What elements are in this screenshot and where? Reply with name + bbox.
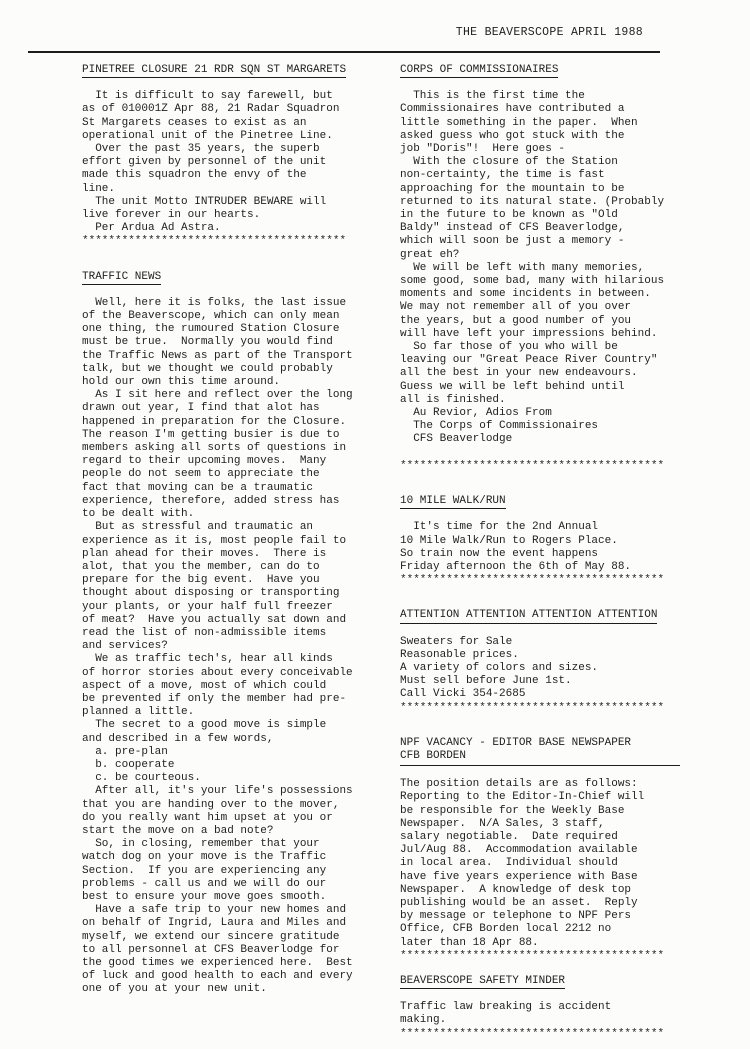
body-line: Friday afternoon the 6th of May 88. — [400, 560, 632, 573]
stars-divider: **************************************** — [400, 574, 665, 587]
section-heading-line — [400, 750, 680, 763]
body-line: operational unit of the Pinetree Line. — [82, 129, 333, 142]
body-line: little something in the paper. When — [400, 116, 638, 129]
body-line: Newspaper. N/A Sales, 3 staff, — [400, 817, 605, 830]
section-heading — [400, 609, 696, 623]
body-line: one thing, the rumoured Station Closure — [82, 323, 340, 336]
body-line: job "Doris"! Here goes - — [400, 143, 566, 156]
body-line: The secret to a good move is simple — [82, 719, 327, 732]
section-heading-line — [400, 737, 680, 750]
body-line: So far those of you who will be — [400, 341, 618, 354]
body-line: Sweaters for Sale — [400, 635, 513, 648]
body-line: prepare for the big event. Have you — [82, 574, 320, 587]
body-line: do you really want him upset at you or — [82, 811, 333, 824]
body-line: myself, we extend our sincere gratitude — [82, 930, 340, 943]
body-line: effort given by personnel of the unit — [82, 156, 327, 169]
body-line: approaching for the mountain to be — [400, 182, 625, 195]
body-line: Per Ardua Ad Astra. — [82, 222, 221, 235]
body-line: salary negotiable. Date required — [400, 830, 618, 843]
section-heading — [400, 737, 680, 766]
body-line: Reasonable prices. — [400, 648, 519, 661]
body-line: asked guess who got stuck with the — [400, 129, 625, 142]
body-line: regard to their upcoming moves. Many — [82, 455, 327, 468]
body-line: It's time for the 2nd Annual — [400, 521, 599, 534]
body-line: b. cooperate — [82, 758, 175, 771]
body-line: best to ensure your move goes smooth. — [82, 890, 327, 903]
body-line: by message or telephone to NPF Pers — [400, 910, 632, 923]
section-heading — [400, 495, 696, 509]
body-line: As I sit here and reflect over the long — [82, 389, 353, 402]
header-rule — [28, 51, 660, 53]
body-line: This is the first time the — [400, 90, 585, 103]
body-line: to all personnel at CFS Beaverlodge for — [82, 943, 340, 956]
section-heading — [82, 271, 378, 285]
body-line: all is finished. — [400, 393, 506, 406]
body-line: of the Beaverscope, which can only mean — [82, 310, 340, 323]
body-line: must be true. Normally you would find — [82, 336, 333, 349]
section-body — [82, 297, 378, 997]
body-line: publishing would be an asset. Reply — [400, 896, 638, 909]
body-line: Well, here it is folks, the last issue — [82, 296, 347, 309]
body-line: 10 Mile Walk/Run to Rogers Place. — [400, 534, 618, 547]
body-line: drawn out year, I find that alot has — [82, 402, 320, 415]
section-heading-line — [400, 64, 696, 78]
body-line: that you are handing over to the mover, — [82, 798, 340, 811]
section-body — [400, 778, 696, 950]
section-heading-text: CORPS OF COMMISSIONAIRES — [400, 64, 558, 78]
body-line: The Corps of Commissionaires — [400, 420, 599, 433]
body-line: watch dog on your move is the Traffic — [82, 851, 327, 864]
body-line: the good times we experienced here. Best — [82, 957, 353, 969]
body-line: be responsible for the Weekly Base — [400, 804, 625, 817]
body-line: The position details are as follows: — [400, 778, 638, 791]
body-line: St Margarets ceases to exist as an — [82, 116, 307, 129]
section-heading-text: BEAVERSCOPE SAFETY MINDER — [400, 975, 565, 989]
body-line: will have left your impressions behind. — [400, 327, 658, 340]
body-line: happened in preparation for the Closure. — [82, 415, 347, 428]
body-line: of luck and good health to each and every — [82, 970, 353, 983]
body-line: Au Revior, Adios From — [400, 407, 552, 420]
body-line: one of you at your new unit. — [82, 983, 267, 996]
body-line: But as stressful and traumatic an — [82, 521, 314, 534]
section-heading-line — [400, 609, 696, 623]
body-line: CFS Beaverlodge — [400, 433, 513, 446]
body-line: hold our own this time around. — [82, 376, 281, 389]
body-line: So train now the event happens — [400, 547, 599, 560]
body-line: read the list of non-admissible items — [82, 626, 327, 639]
body-line: in the future to be known as "Old — [400, 209, 618, 222]
body-line: line. — [82, 182, 116, 195]
body-line: made this squadron the envy of the — [82, 169, 307, 182]
section-heading-text: 10 MILE WALK/RUN — [400, 495, 506, 509]
body-line: returned to its natural state. (Probably — [400, 195, 665, 208]
stars-divider: **************************************** — [400, 701, 665, 714]
body-line: Newspaper. A knowledge of desk top — [400, 883, 632, 896]
body-line: c. be courteous. — [82, 772, 201, 785]
body-line: With the closure of the Station — [400, 156, 618, 169]
body-line: and services? — [82, 640, 168, 653]
section-heading-text: TRAFFIC NEWS — [82, 271, 161, 285]
body-line: alot, that you the member, can do to — [82, 560, 320, 573]
body-line: making. — [400, 1014, 447, 1027]
section-body — [400, 90, 696, 460]
stars-divider: **************************************** — [400, 459, 665, 472]
body-line: talk, but we thought we could probably — [82, 362, 333, 375]
section-body — [82, 90, 378, 235]
section-heading-text: CFB BORDEN — [400, 749, 467, 762]
body-line: a. pre-plan — [82, 745, 168, 758]
body-line: plan ahead for their moves. There is — [82, 547, 327, 560]
body-line: as of 010001Z Apr 88, 21 Radar Squadron — [82, 103, 340, 116]
body-line: start the move on a bad note? — [82, 824, 274, 837]
page-title: THE BEAVERSCOPE APRIL 1988 — [455, 26, 643, 39]
body-line: of horror stories about every conceivable — [82, 666, 353, 679]
body-line: problems - call us and we will do our — [82, 877, 327, 890]
body-line: We may not remember all of you over — [400, 301, 632, 314]
body-line: great eh? — [400, 248, 460, 261]
body-line: Office, CFB Borden local 2212 no — [400, 923, 612, 936]
body-line: We as traffic tech's, hear all kinds — [82, 653, 333, 666]
stars-divider: **************************************** — [82, 235, 347, 248]
body-line: Jul/Aug 88. Accommodation available — [400, 844, 638, 857]
newsletter-column-left — [82, 64, 378, 997]
section-heading-text: PINETREE CLOSURE 21 RDR SQN ST MARGARETS — [82, 64, 346, 78]
body-line: in local area. Individual should — [400, 857, 618, 870]
body-line: moments and some incidents in between. — [400, 288, 651, 301]
body-line: the years, but a good number of you — [400, 314, 632, 327]
body-line: of meat? Have you actually sat down and — [82, 613, 347, 626]
body-line: be prevented if only the member had pre- — [82, 692, 347, 705]
body-line: Baldy" instead of CFS Beaverlodge, — [400, 222, 625, 235]
body-line: Section. If you are experiencing any — [82, 864, 327, 877]
stars-divider: **************************************** — [400, 949, 665, 962]
body-line: experience as it is, most people fail to — [82, 534, 347, 547]
section-heading-line — [400, 495, 696, 509]
section-heading-line — [400, 975, 696, 989]
body-line: The unit Motto INTRUDER BEWARE will — [82, 195, 327, 208]
section-heading-text: NPF VACANCY - EDITOR BASE NEWSPAPER — [400, 736, 632, 749]
body-line: which will soon be just a memory - — [400, 235, 625, 248]
section-body — [400, 636, 696, 702]
section-heading-line — [82, 271, 378, 285]
body-line: on behalf of Ingrid, Laura and Miles and — [82, 917, 347, 930]
section-heading — [82, 64, 378, 78]
body-line: It is difficult to say farewell, but — [82, 90, 333, 103]
body-line: and described in a few words, — [82, 732, 274, 745]
body-line: leaving our "Great Peace River Country" — [400, 354, 658, 367]
body-line: some good, some bad, many with hilarious — [400, 275, 665, 288]
section-body — [400, 1001, 696, 1027]
body-line: Must sell before June 1st. — [400, 675, 572, 688]
body-line — [400, 447, 696, 460]
body-line: aspect of a move, most of which could — [82, 679, 327, 692]
body-line: Reporting to the Editor-In-Chief will — [400, 791, 645, 804]
body-line: The reason I'm getting busier is due to — [82, 428, 340, 441]
section-heading-text: ATTENTION ATTENTION ATTENTION ATTENTION — [400, 609, 657, 623]
body-line: have five years experience with Base — [400, 870, 638, 883]
body-line: thought about disposing or transporting — [82, 587, 340, 600]
body-line: We will be left with many memories, — [400, 261, 645, 274]
body-line: non-certainty, the time is fast — [400, 169, 605, 182]
body-line: Call Vicki 354-2685 — [400, 688, 526, 701]
body-line: Over the past 35 years, the superb — [82, 143, 320, 156]
body-line: live forever in our hearts. — [82, 209, 261, 222]
section-heading-line — [82, 64, 378, 78]
body-line: fact that moving can be a traumatic — [82, 481, 314, 494]
section-heading — [400, 975, 696, 989]
body-line: planned a little. — [82, 706, 195, 719]
body-line: Traffic law breaking is accident — [400, 1001, 612, 1014]
stars-divider: **************************************** — [400, 1027, 665, 1040]
body-line: A variety of colors and sizes. — [400, 661, 599, 674]
body-line: So, in closing, remember that your — [82, 838, 320, 851]
body-line: people do not seem to appreciate the — [82, 468, 320, 481]
newsletter-column-right — [400, 64, 696, 1041]
section-body — [400, 521, 696, 574]
body-line: Guess we will be left behind until — [400, 380, 625, 393]
body-line: After all, it's your life's possessions — [82, 785, 353, 798]
body-line: to be dealt with. — [82, 508, 195, 521]
body-line: Commissionaires have contributed a — [400, 103, 625, 116]
body-line: all the best in your new endeavours. — [400, 367, 638, 380]
body-line: the Traffic News as part of the Transport — [82, 349, 353, 362]
section-heading — [400, 64, 696, 78]
body-line: Have a safe trip to your new homes and — [82, 904, 347, 917]
body-line: your plants, or your half full freezer — [82, 600, 333, 613]
body-line: members asking all sorts of questions in — [82, 442, 347, 455]
body-line: experience, therefore, added stress has — [82, 494, 340, 507]
body-line: later than 18 Apr 88. — [400, 936, 539, 949]
